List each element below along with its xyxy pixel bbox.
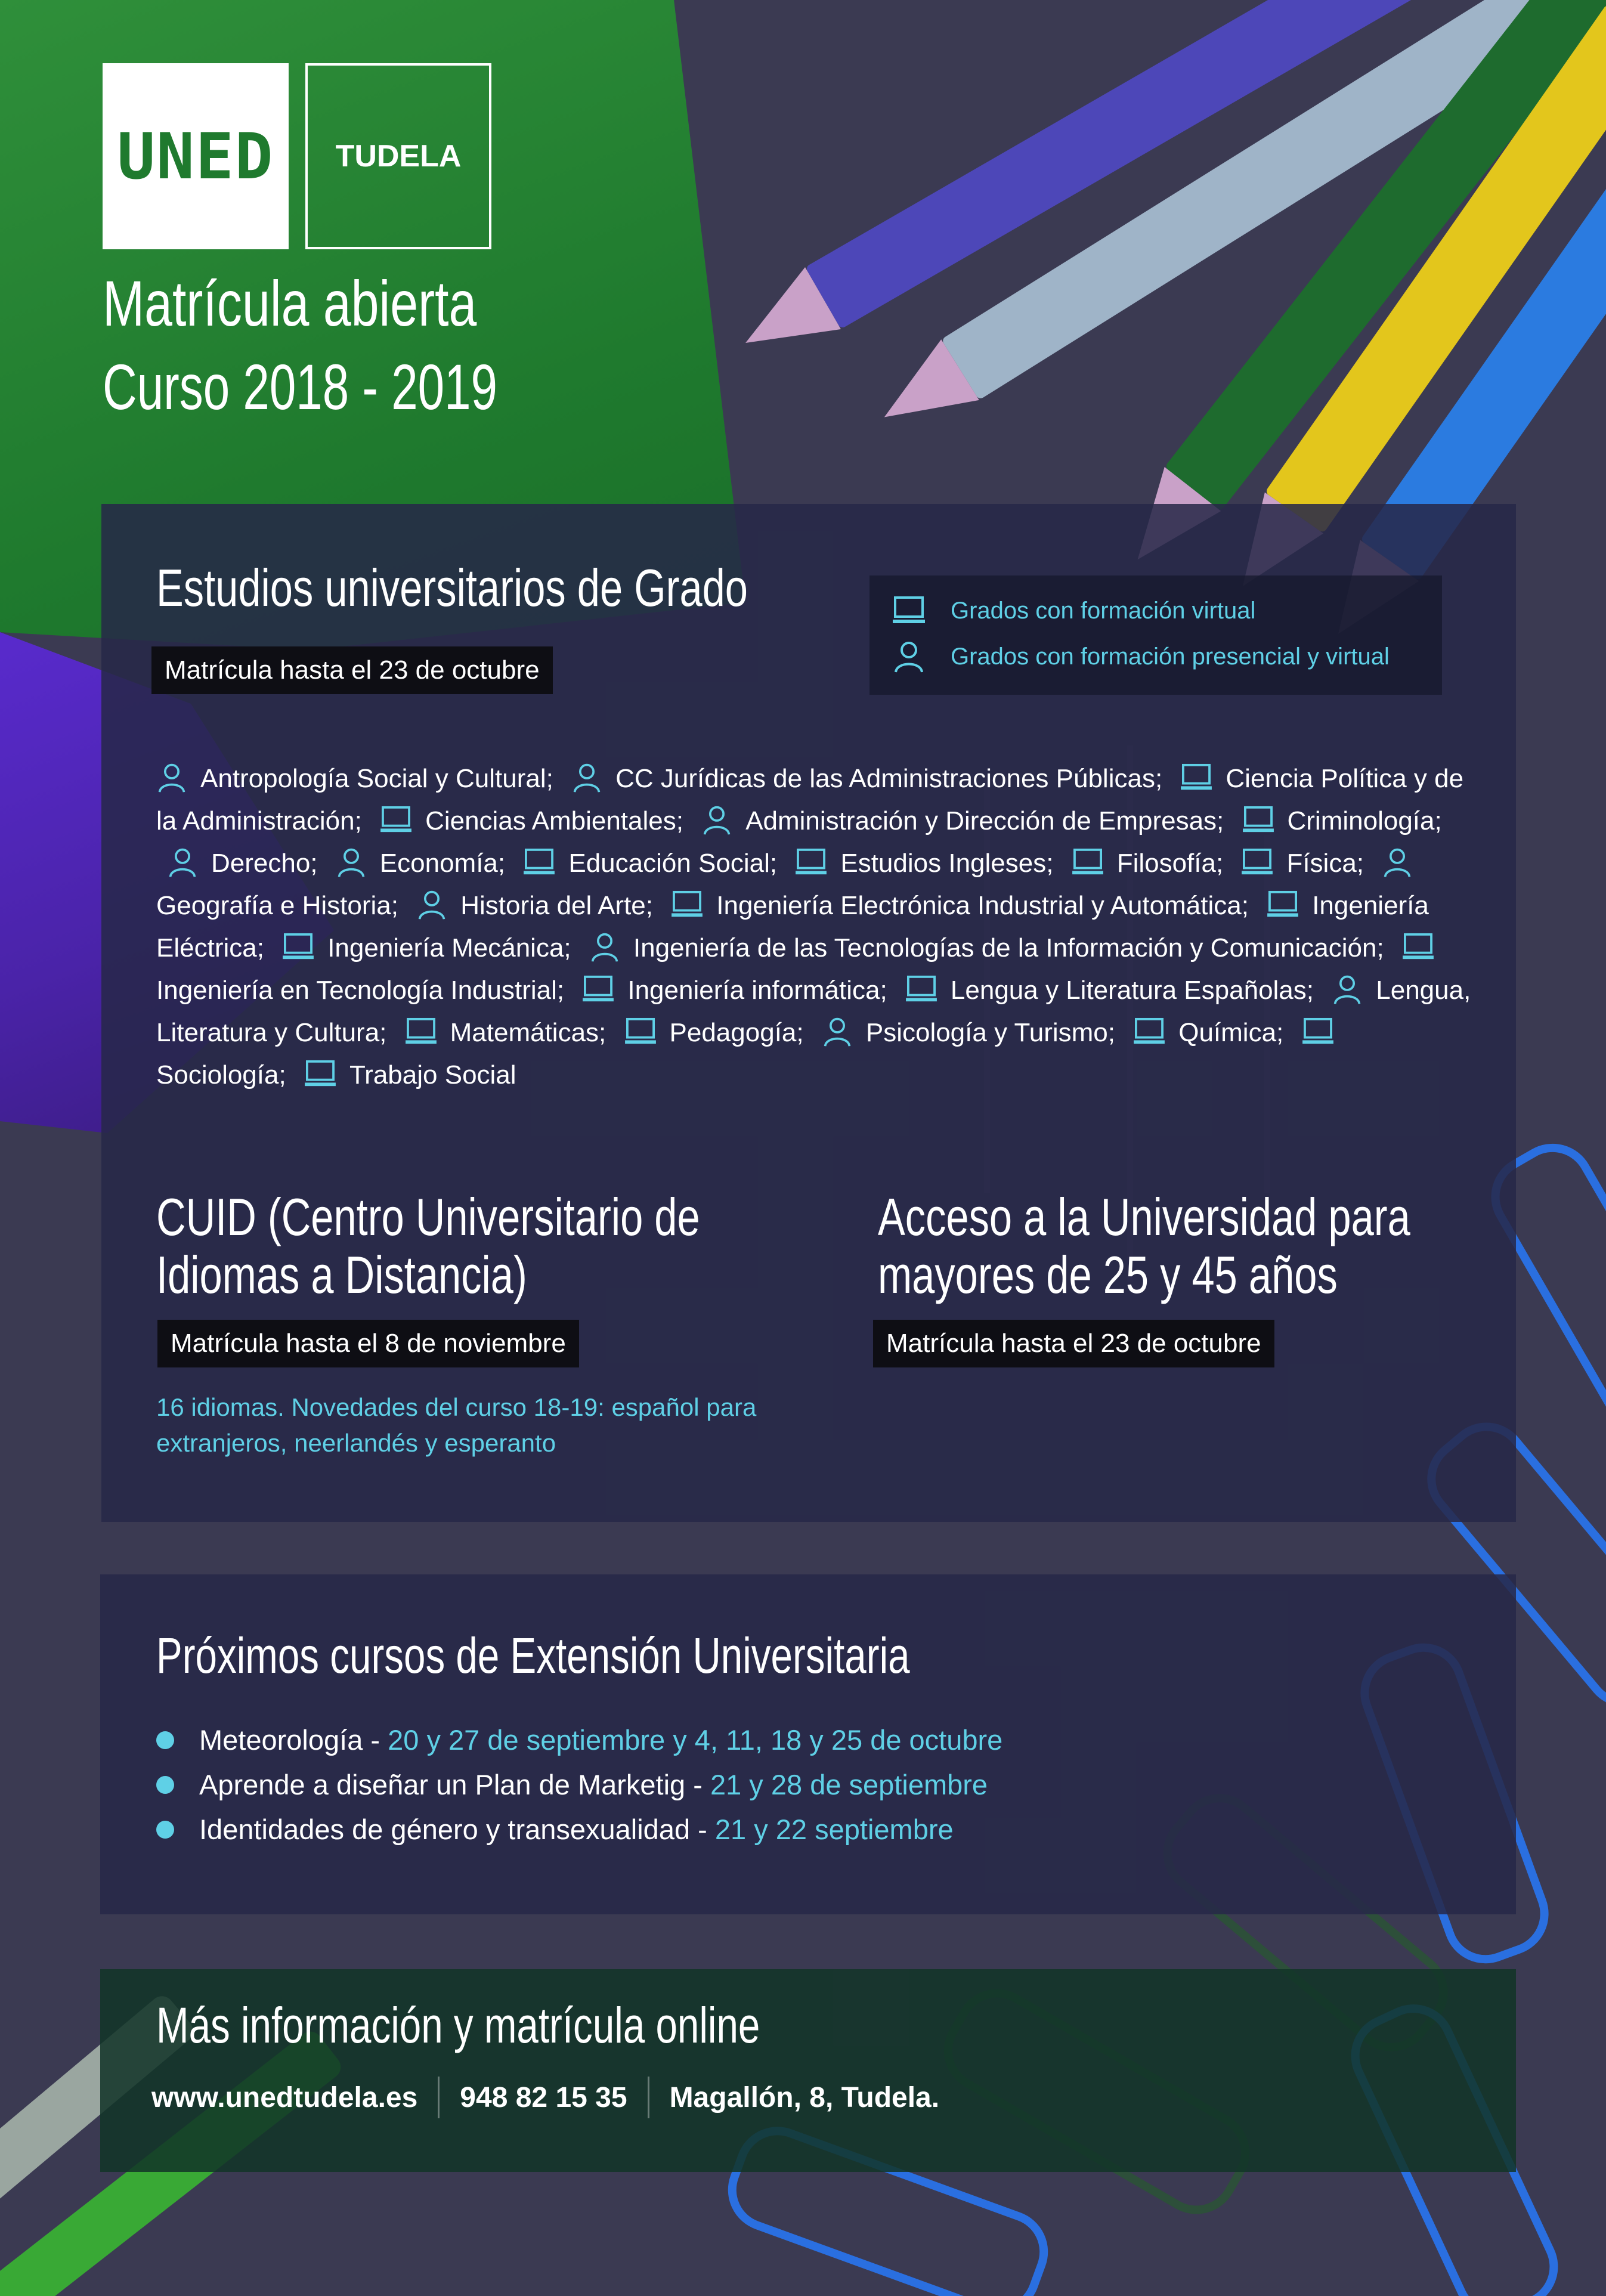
laptop-icon bbox=[624, 1017, 657, 1046]
grado-title: Estudios universitarios de Grado bbox=[156, 558, 748, 617]
person-icon bbox=[1332, 974, 1363, 1005]
grado-deadline: Matrícula hasta el 23 de octubre bbox=[151, 646, 553, 694]
grado-item-label: Ingeniería en Tecnología Industrial; bbox=[156, 976, 565, 1005]
bullet-icon bbox=[156, 1821, 174, 1839]
bullet-icon bbox=[156, 1731, 174, 1749]
logo-text: UNED bbox=[117, 119, 274, 193]
grado-item-label: Educación Social; bbox=[568, 849, 778, 878]
laptop-icon bbox=[1267, 890, 1299, 919]
grado-item bbox=[1230, 849, 1364, 878]
grado-item-label: Ingeniería Eléctrica; bbox=[156, 891, 1429, 963]
grado-item bbox=[895, 976, 1314, 1005]
course-item bbox=[156, 1718, 1002, 1762]
acceso-title-line2: mayores de 25 y 45 años bbox=[878, 1245, 1338, 1304]
cuid-title-line2: Idiomas a Distancia) bbox=[156, 1245, 527, 1304]
laptop-icon bbox=[905, 975, 937, 1004]
acceso-title-line1: Acceso a la Universidad para bbox=[878, 1187, 1410, 1246]
cuid-note-line1: 16 idiomas. Novedades del curso 18-19: español para bbox=[156, 1393, 757, 1421]
person-icon bbox=[892, 640, 926, 673]
laptop-icon bbox=[523, 848, 555, 877]
laptop-icon bbox=[304, 1060, 336, 1088]
laptop-icon bbox=[1180, 763, 1212, 792]
hero-subtitle: Curso 2018 - 2019 bbox=[103, 351, 497, 423]
grado-item bbox=[512, 849, 777, 878]
grado-item bbox=[1231, 806, 1442, 836]
grado-item-label: Antropología Social y Cultural; bbox=[200, 764, 553, 793]
grado-item bbox=[784, 849, 1053, 878]
person-icon bbox=[167, 847, 198, 878]
uned-logo bbox=[103, 63, 289, 249]
laptop-icon bbox=[892, 596, 926, 626]
laptop-icon bbox=[1402, 933, 1434, 961]
laptop-icon bbox=[405, 1017, 437, 1046]
legend-presencial bbox=[892, 640, 1390, 673]
address: Magallón, 8, Tudela. bbox=[669, 2081, 940, 2114]
grado-item-label: Química; bbox=[1178, 1018, 1284, 1047]
laptop-icon bbox=[1133, 1017, 1165, 1046]
legend-presencial-label: Grados con formación presencial y virtual bbox=[951, 643, 1390, 670]
extension-title: Próximos cursos de Extensión Universitaria bbox=[156, 1627, 910, 1684]
laptop-icon bbox=[1302, 1017, 1334, 1046]
grado-item-label: CC Jurídicas de las Administraciones Públicas; bbox=[615, 764, 1163, 793]
grado-item bbox=[561, 764, 1162, 793]
cuid-note bbox=[156, 1390, 756, 1461]
grado-list bbox=[156, 757, 1474, 1096]
person-icon bbox=[1382, 847, 1413, 878]
hero-title: Matrícula abierta bbox=[103, 267, 477, 339]
grado-item-label: Lengua y Literatura Españolas; bbox=[950, 976, 1314, 1005]
course-dates: 21 y 28 de septiembre bbox=[710, 1769, 988, 1800]
acceso-deadline: Matrícula hasta el 23 de octubre bbox=[873, 1320, 1274, 1367]
laptop-icon bbox=[282, 933, 314, 961]
grado-item bbox=[1122, 1018, 1283, 1047]
cuid-note-line2: extranjeros, neerlandés y esperanto bbox=[156, 1429, 556, 1457]
cuid-title-line1: CUID (Centro Universitario de bbox=[156, 1187, 700, 1246]
course-dates: 21 y 22 septiembre bbox=[714, 1814, 954, 1845]
grado-item-label: Economía; bbox=[379, 849, 506, 878]
person-icon bbox=[589, 932, 620, 963]
grado-item-label: Criminología; bbox=[1287, 806, 1442, 836]
grado-item-label: Ciencias Ambientales; bbox=[425, 806, 683, 836]
laptop-icon bbox=[1242, 806, 1274, 834]
grado-item bbox=[571, 976, 887, 1005]
grado-item bbox=[406, 891, 653, 920]
course-separator: - bbox=[363, 1724, 388, 1756]
person-icon bbox=[701, 804, 732, 836]
course-name: Aprende a diseñar un Plan de Marketig bbox=[199, 1769, 686, 1800]
bullet-icon bbox=[156, 1776, 174, 1794]
laptop-icon bbox=[795, 848, 827, 877]
laptop-icon bbox=[380, 806, 412, 834]
person-icon bbox=[336, 847, 367, 878]
grado-item bbox=[156, 849, 318, 878]
grado-item-label: Ingeniería Electrónica Industrial y Automática; bbox=[716, 891, 1249, 920]
contact-row bbox=[151, 2077, 939, 2118]
grado-item bbox=[156, 764, 553, 793]
course-name: Identidades de género y transexualidad bbox=[199, 1814, 691, 1845]
grado-item-label: Lengua, Literatura y Cultura; bbox=[156, 976, 1471, 1047]
legend-virtual-label: Grados con formación virtual bbox=[951, 597, 1256, 624]
legend bbox=[869, 575, 1442, 695]
phone-number[interactable]: 948 82 15 35 bbox=[460, 2081, 627, 2114]
grado-item bbox=[394, 1018, 606, 1047]
legend-virtual bbox=[892, 596, 1255, 626]
grado-item-label: Pedagogía; bbox=[669, 1018, 804, 1047]
course-item bbox=[156, 1807, 1002, 1852]
grado-item bbox=[1061, 849, 1224, 878]
grado-item bbox=[369, 806, 683, 836]
laptop-icon bbox=[1241, 848, 1273, 877]
grado-item bbox=[271, 933, 571, 963]
divider bbox=[648, 2077, 649, 2118]
laptop-icon bbox=[671, 890, 703, 919]
course-separator: - bbox=[685, 1769, 710, 1800]
grado-item bbox=[325, 849, 505, 878]
grado-item-label: Ingeniería informática; bbox=[627, 976, 887, 1005]
grado-item-label: Geografía e Historia; bbox=[156, 891, 398, 920]
course-separator: - bbox=[690, 1814, 715, 1845]
divider bbox=[438, 2077, 440, 2118]
cuid-deadline: Matrícula hasta el 8 de noviembre bbox=[157, 1320, 579, 1367]
grado-item-label: Filosofía; bbox=[1116, 849, 1224, 878]
grado-item-label: Ingeniería de las Tecnologías de la Información y Comunicación; bbox=[633, 933, 1384, 963]
grado-item-label: Matemáticas; bbox=[450, 1018, 606, 1047]
grado-item bbox=[293, 1060, 516, 1090]
course-dates: 20 y 27 de septiembre y 4, 11, 18 y 25 de octubre bbox=[388, 1724, 1003, 1756]
grado-item-label: Ingeniería Mecánica; bbox=[327, 933, 571, 963]
grado-item-label: Administración y Dirección de Empresas; bbox=[745, 806, 1224, 836]
grado-item bbox=[811, 1018, 1115, 1047]
campus-name: TUDELA bbox=[335, 139, 462, 174]
course-item bbox=[156, 1762, 1002, 1807]
grado-item bbox=[614, 1018, 804, 1047]
grado-item-label: Sociología; bbox=[156, 1060, 286, 1090]
grado-item-label: Historia del Arte; bbox=[460, 891, 654, 920]
person-icon bbox=[156, 762, 187, 793]
person-icon bbox=[416, 889, 447, 920]
course-list bbox=[156, 1718, 1002, 1852]
grado-item-label: Ciencia Política y de la Administración; bbox=[156, 764, 1464, 836]
person-icon bbox=[822, 1016, 853, 1047]
website-link[interactable]: www.unedtudela.es bbox=[151, 2081, 418, 2114]
grado-item bbox=[691, 806, 1224, 836]
grado-item-label: Estudios Ingleses; bbox=[840, 849, 1054, 878]
grado-item bbox=[660, 891, 1249, 920]
person-icon bbox=[571, 762, 602, 793]
grado-item bbox=[578, 933, 1384, 963]
grado-item-label: Psicología y Turismo; bbox=[865, 1018, 1115, 1047]
laptop-icon bbox=[582, 975, 614, 1004]
grado-item-label: Trabajo Social bbox=[349, 1060, 516, 1090]
grado-item-label: Derecho; bbox=[211, 849, 318, 878]
contact-title: Más información y matrícula online bbox=[156, 1997, 760, 2053]
grado-item-label: Física; bbox=[1286, 849, 1364, 878]
laptop-icon bbox=[1072, 848, 1104, 877]
campus-badge bbox=[305, 63, 491, 249]
course-name: Meteorología bbox=[199, 1724, 363, 1756]
